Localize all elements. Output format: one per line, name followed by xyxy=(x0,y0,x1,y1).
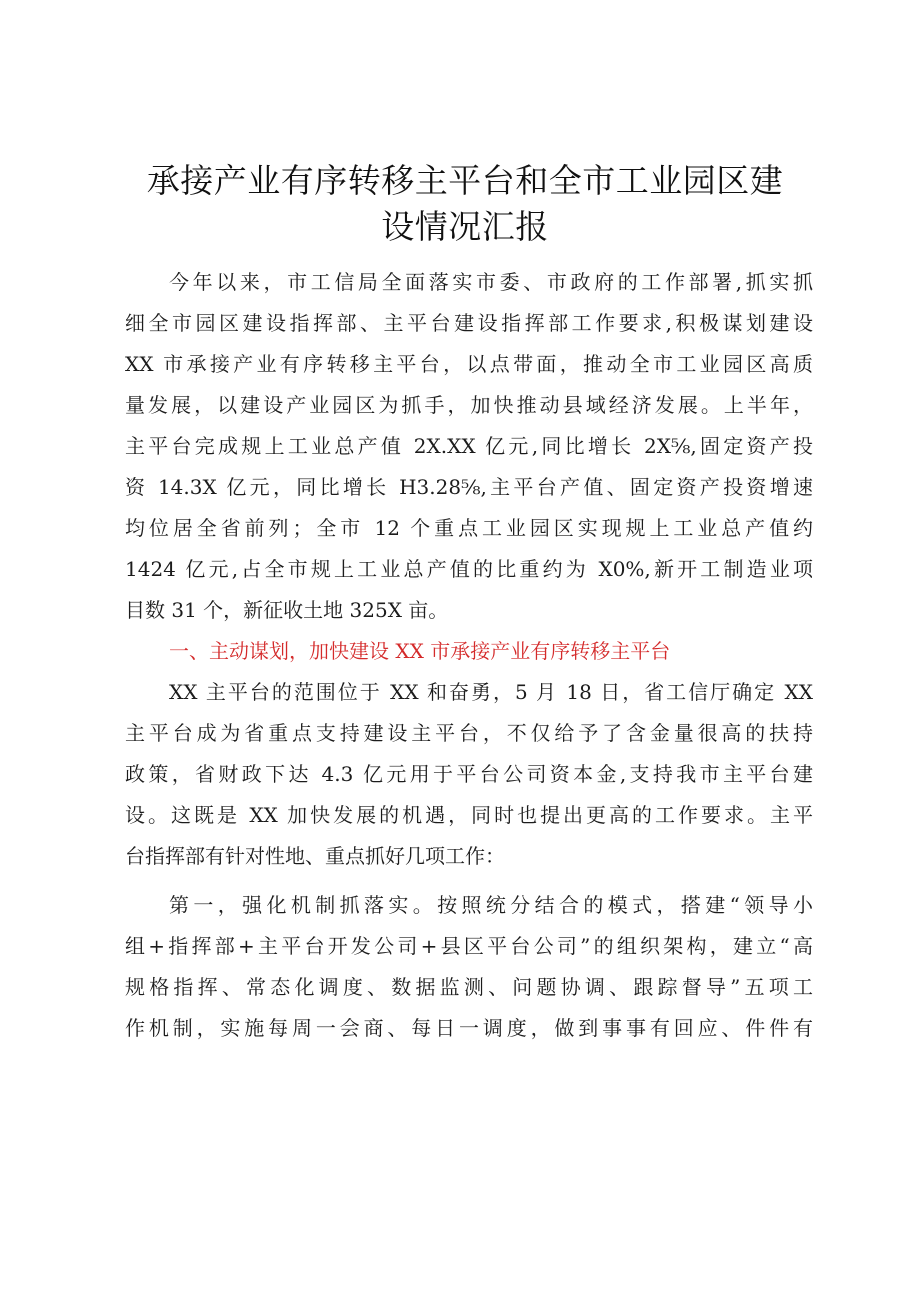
paragraph-mechanism xyxy=(125,885,813,1049)
text-line: XX 市承接产业有序转移主平台，以点带面，推动全市工业园区高质 xyxy=(125,352,813,376)
paragraph-intro xyxy=(125,262,813,631)
text-line: 细全市园区建设指挥部、主平台建设指挥部工作要求,积极谋划建设 xyxy=(125,311,813,335)
section-heading-text: 一、主动谋划，加快建设 XX 市承接产业有序转移主平台 xyxy=(169,639,671,663)
text-line: 资 14.3X 亿元，同比增长 H3.28⅝,主平台产值、固定资产投资增速 xyxy=(125,475,813,499)
text-line: 均位居全省前列；全市 12 个重点工业园区实现规上工业总产值约 xyxy=(125,516,813,540)
document-title xyxy=(120,158,810,250)
text-line: 设。这既是 XX 加快发展的机遇，同时也提出更高的工作要求。主平 xyxy=(125,803,813,827)
text-line: 今年以来，市工信局全面落实市委、市政府的工作部署,抓实抓 xyxy=(169,270,813,294)
title-line-2: 设情况汇报 xyxy=(381,207,549,246)
text-line: 主平台成为省重点支持建设主平台，不仅给予了含金量很高的扶持 xyxy=(125,721,813,745)
paragraph-main-platform xyxy=(125,672,813,877)
text-line: 主平台完成规上工业总产值 2X.XX 亿元,同比增长 2X⅝,固定资产投 xyxy=(125,434,813,458)
title-line-1: 承接产业有序转移主平台和全市工业园区建 xyxy=(146,161,784,200)
text-line: 政策，省财政下达 4.3 亿元用于平台公司资本金,支持我市主平台建 xyxy=(125,762,813,786)
text-line: 作机制，实施每周一会商、每日一调度，做到事事有回应、件件有 xyxy=(125,1016,813,1040)
text-line: 1424 亿元,占全市规上工业总产值的比重约为 X0%,新开工制造业项 xyxy=(125,557,813,581)
text-line: 第一，强化机制抓落实。按照统分结合的模式，搭建“领导小 xyxy=(169,893,813,917)
text-line: 台指挥部有针对性地、重点抓好几项工作： xyxy=(125,844,505,868)
section-heading-1 xyxy=(125,631,813,672)
text-line: XX 主平台的范围位于 XX 和奋勇，5 月 18 日，省工信厅确定 XX xyxy=(169,680,813,704)
document-body xyxy=(125,262,813,1049)
text-line: 目数 31 个，新征收土地 325X 亩。 xyxy=(125,598,449,622)
text-line: 量发展，以建设产业园区为抓手，加快推动县域经济发展。上半年， xyxy=(125,393,813,417)
text-line: 组+指挥部+主平台开发公司+县区平台公司”的组织架构，建立“高 xyxy=(125,934,813,958)
text-line: 规格指挥、常态化调度、数据监测、问题协调、跟踪督导”五项工 xyxy=(125,975,813,999)
